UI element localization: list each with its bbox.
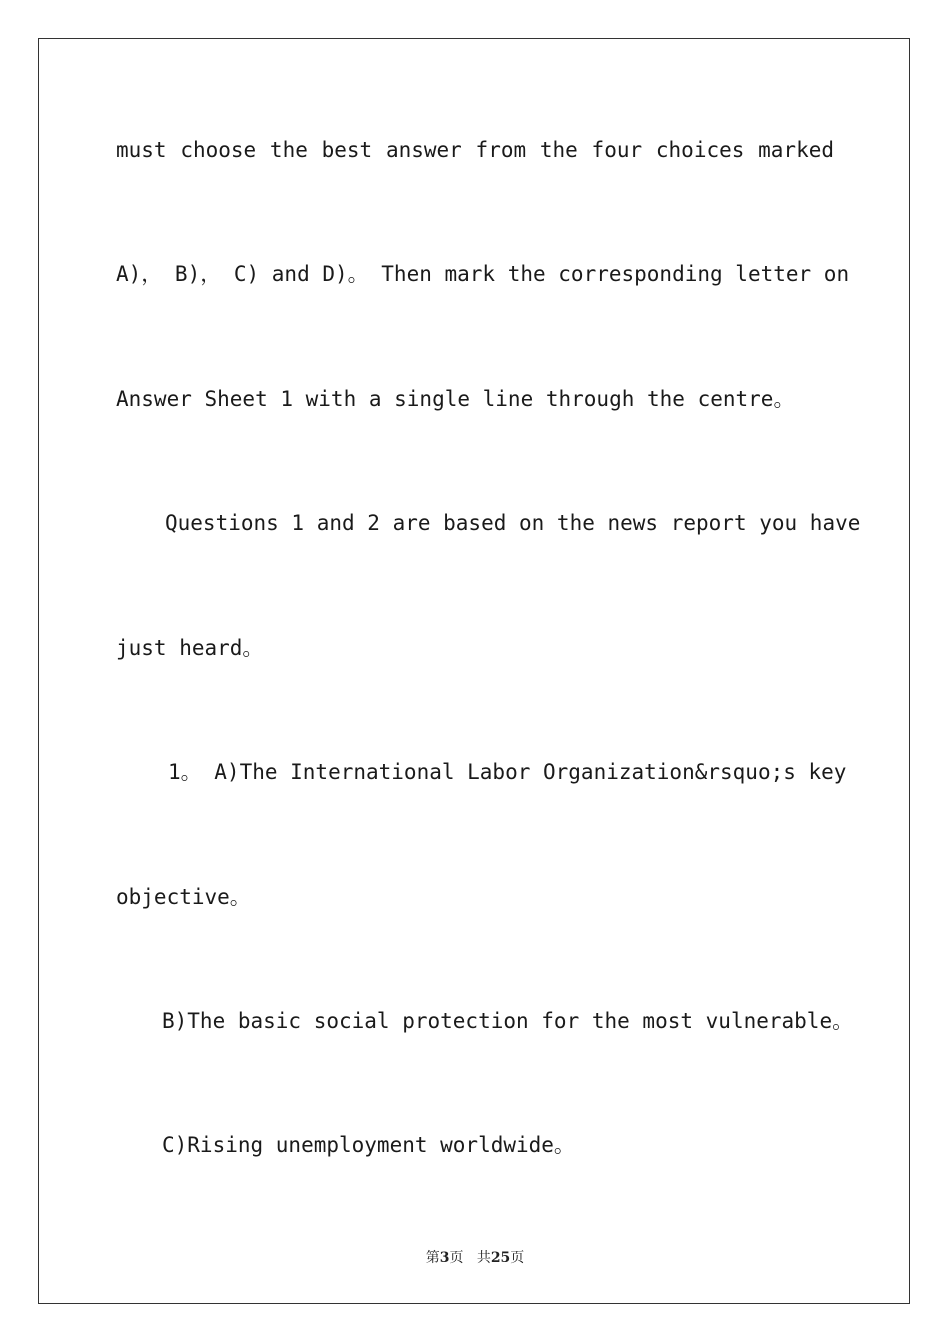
text-line-3: Answer Sheet 1 with a single line through the centre。 (116, 387, 795, 411)
text-line-7: objective。 (116, 885, 251, 909)
text-line-2: A)， B)， C) and D)。 Then mark the corresponding letter on (116, 262, 850, 286)
page-prefix: 第 (425, 1250, 440, 1266)
page-footer (0, 1247, 950, 1267)
total-prefix: 共 (476, 1250, 491, 1266)
total-suffix: 页 (510, 1250, 525, 1266)
page-border (38, 38, 910, 1304)
page-suffix: 页 (449, 1250, 464, 1266)
question-1-option-a: 1。 A)The International Labor Organization&rsquo;s key (168, 760, 847, 784)
text-line-5: just heard。 (116, 636, 264, 660)
page-number: 3 (439, 1250, 450, 1266)
question-1-option-c: C)Rising unemployment worldwide。 (162, 1133, 575, 1157)
text-line-1: must choose the best answer from the four choices marked (116, 138, 834, 162)
total-pages: 25 (490, 1250, 511, 1266)
question-1-option-b: B)The basic social protection for the most vulnerable。 (162, 1009, 854, 1033)
text-line-4: Questions 1 and 2 are based on the news report you have (165, 511, 861, 535)
